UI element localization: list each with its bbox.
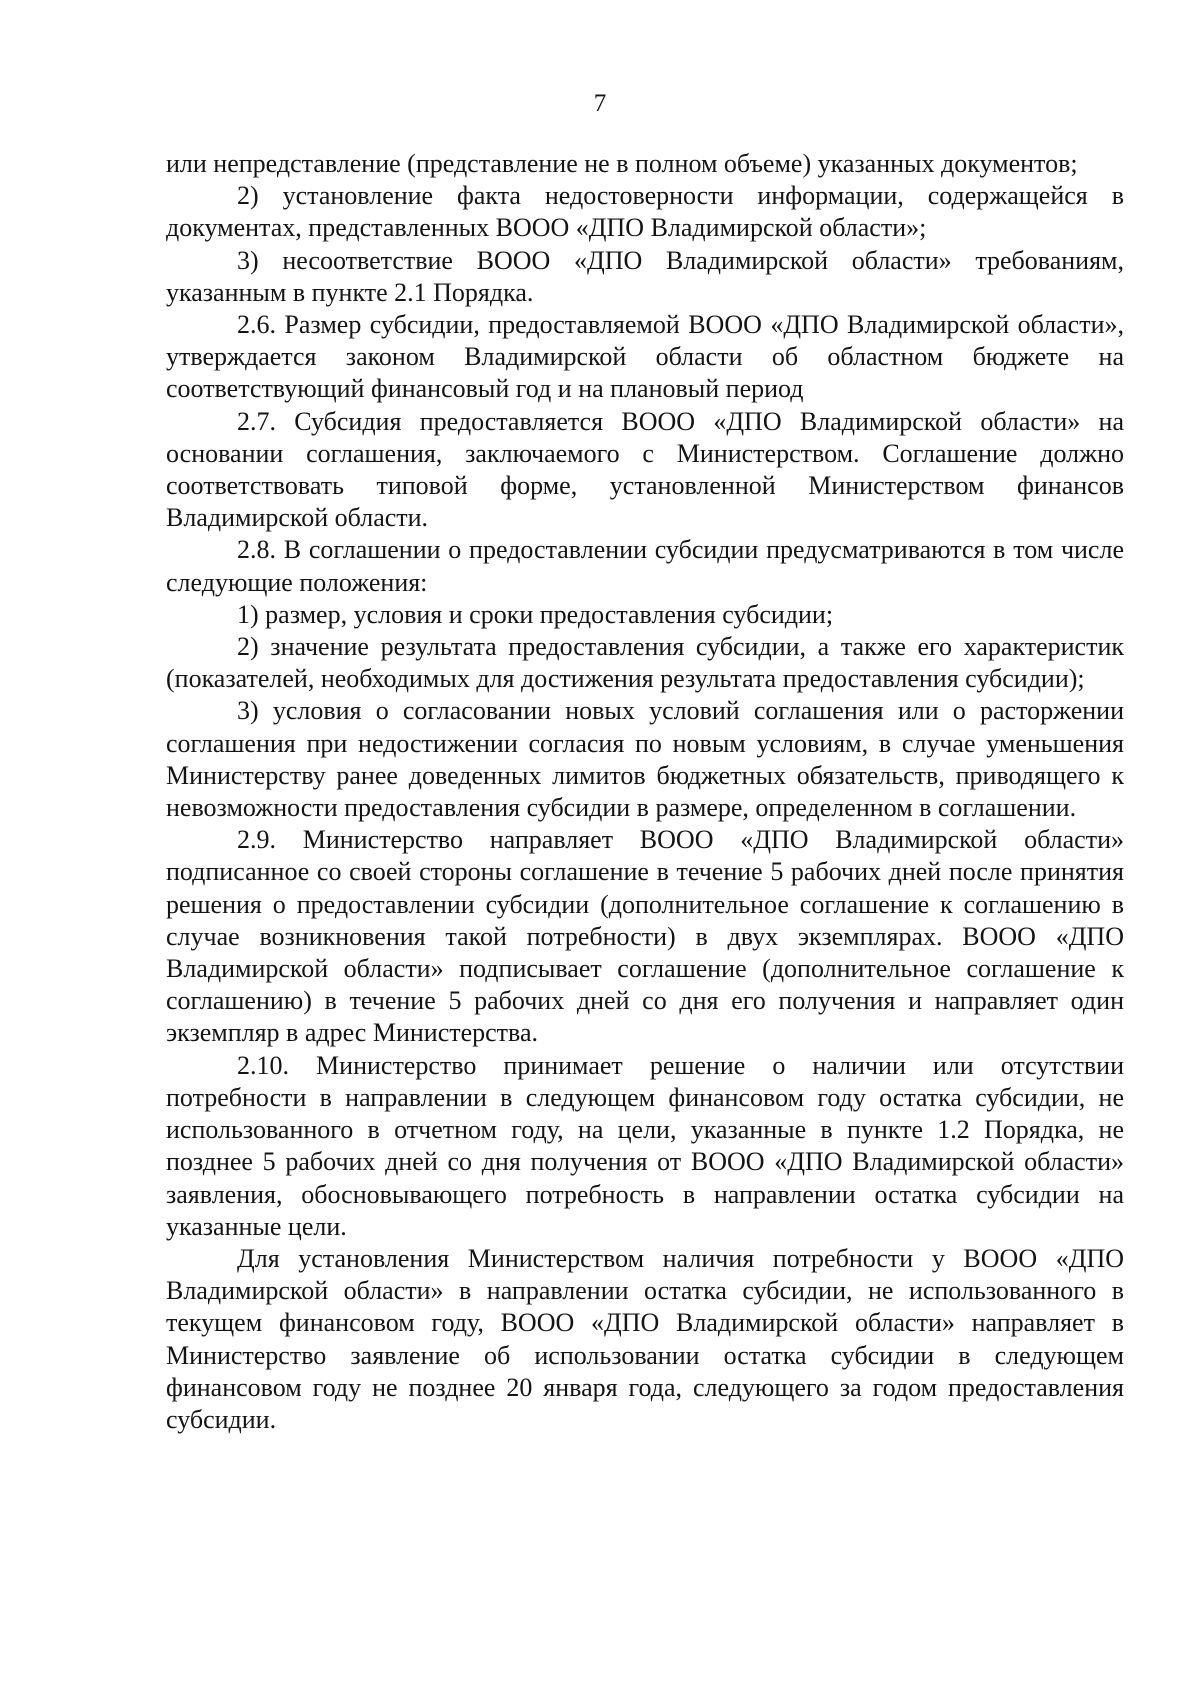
paragraph-2-5-item-2: 2) установление факта недостоверности информации, содержащейся в документах, представленных ВООО «ДПО Владимирской области»; <box>166 181 1124 243</box>
paragraph-2-8-item-2: 2) значение результата предоставления субсидии, а также его характеристик (показателей, необходимых для достижения результата предоставления субсидии); <box>166 632 1124 694</box>
paragraph-2-9: 2.9. Министерство направляет ВООО «ДПО Владимирской области» подписанное со своей стороны соглашение в течение 5 рабочих дней после принятия решения о предоставлении субсидии (дополнительное соглашение к соглашению в случае возникновения такой потребности) в двух экземплярах. ВООО «ДПО Владимирской области» подписывает соглашение (дополнительное соглашение к соглашению) в течение 5 рабочих дней со дня его получения и направляет один экземпляр в адрес Министерства. <box>166 825 1124 1048</box>
paragraph-continuation: или непредставление (представление не в полном объеме) указанных документов; <box>166 149 1078 178</box>
paragraph-2-5-item-3: 3) несоответствие ВООО «ДПО Владимирской области» требованиям, указанным в пункте 2.1 Порядка. <box>166 245 1124 307</box>
paragraph-2-7: 2.7. Субсидия предоставляется ВООО «ДПО Владимирской области» на основании соглашения, заключаемого с Министерством. Соглашение должно соответствовать типовой форме, установленной Министерством финансов Владимирской области. <box>166 406 1124 533</box>
paragraph-2-8: 2.8. В соглашении о предоставлении субсидии предусматриваются в том числе следующие положения: <box>166 535 1124 597</box>
paragraph-2-10-remainder-request: Для установления Министерством наличия потребности у ВООО «ДПО Владимирской области» в направлении остатка субсидии, не использованного в текущем финансовом году, ВООО «ДПО Владимирской области» направляет в Министерство заявление об использовании остатка субсидии в следующем финансовом году не позднее 20 января года, следующего за годом предоставления субсидии. <box>166 1243 1124 1434</box>
document-body <box>166 148 1124 1436</box>
paragraph-2-8-item-3: 3) условия о согласовании новых условий соглашения или о расторжении соглашения при недостижении согласия по новым условиям, в случае уменьшения Министерству ранее доведенных лимитов бюджетных обязательств, приводящего к невозможности предоставления субсидии в размере, определенном в соглашении. <box>166 696 1124 823</box>
paragraph-2-10: 2.10. Министерство принимает решение о наличии или отсутствии потребности в направлении в следующем финансовом году остатка субсидии, не использованного в отчетном году, на цели, указанные в пункте 1.2 Порядка, не позднее 5 рабочих дней со дня получения от ВООО «ДПО Владимирской области» заявления, обосновывающего потребность в направлении остатка субсидии на указанные цели. <box>166 1050 1124 1241</box>
page-number: 7 <box>593 90 607 117</box>
paragraph-2-8-item-1: 1) размер, условия и сроки предоставления субсидии; <box>237 599 834 629</box>
paragraph-2-6: 2.6. Размер субсидии, предоставляемой ВООО «ДПО Владимирской области», утверждается законом Владимирской области об областном бюджете на соответствующий финансовый год и на плановый период <box>166 310 1124 404</box>
